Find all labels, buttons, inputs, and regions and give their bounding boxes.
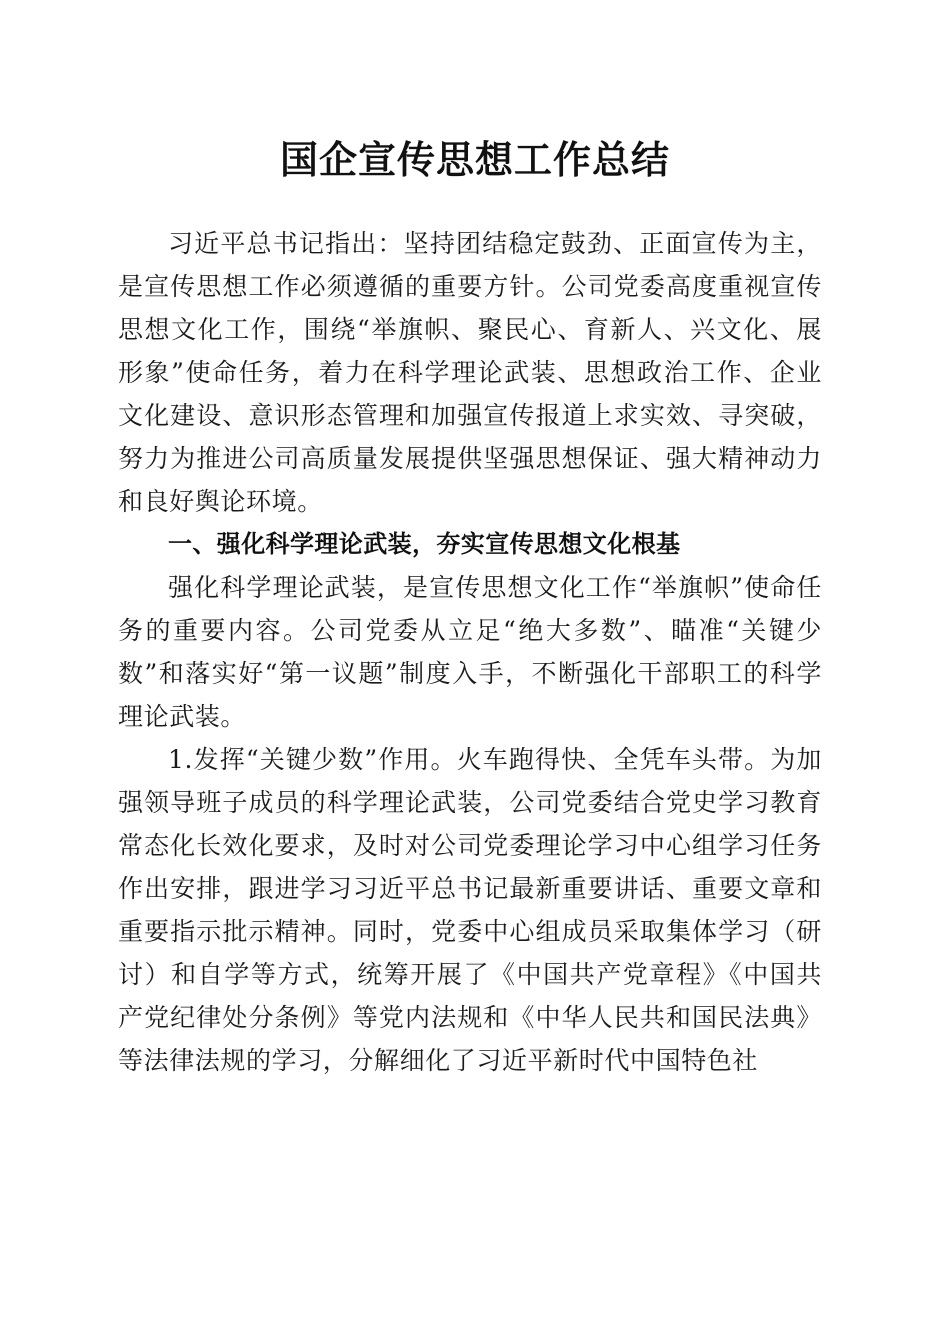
document-body [118, 222, 822, 1082]
intro-paragraph: 习近平总书记指出：坚持团结稳定鼓劲、正面宣传为主，是宣传思想工作必须遵循的重要方针。公司党委高度重视宣传思想文化工作，围绕“举旗帜、聚民心、育新人、兴文化、展形象”使命任务，着力在科学理论武装、思想政治工作、企业文化建设、意识形态管理和加强宣传报道上求实效、寻突破，努力为推进公司高质量发展提供坚强思想保证、强大精神动力和良好舆论环境。 [118, 229, 822, 516]
document-title: 国企宣传思想工作总结 [279, 137, 670, 182]
section-heading-1: 一、强化科学理论武装，夯实宣传思想文化根基 [168, 530, 681, 558]
item-1-paragraph: 1.发挥“关键少数”作用。火车跑得快、全凭车头带。为加强领导班子成员的科学理论武装，公司党委结合党史学习教育常态化长效化要求，及时对公司党委理论学习中心组学习任务作出安排，跟进学习习近平总书记最新重要讲话、重要文章和重要指示批示精神。同时，党委中心组成员采取集体学习（研讨）和自学等方式，统筹开展了《中国共产党章程》《中国共产党纪律处分条例》等党内法规和《中华人民共和国民法典》等法律法规的学习，分解细化了习近平新时代中国特色社 [118, 745, 822, 1075]
section-1-paragraph: 强化科学理论武装，是宣传思想文化工作“举旗帜”使命任务的重要内容。公司党委从立足“绝大多数”、瞄准“关键少数”和落实好“第一议题”制度入手，不断强化干部职工的科学理论武装。 [118, 573, 822, 731]
